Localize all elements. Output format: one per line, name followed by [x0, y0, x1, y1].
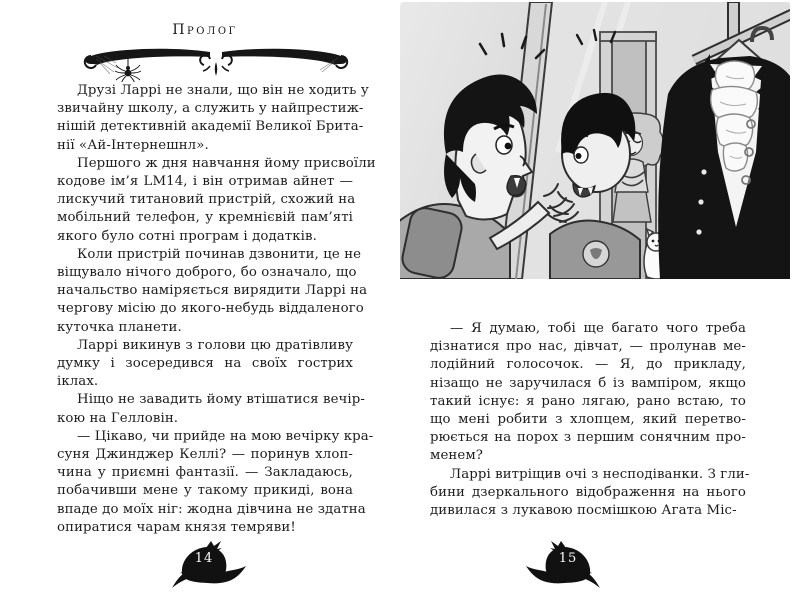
text-line: куточка планети.	[57, 319, 182, 335]
text-line: побачивши мене у такому прикиді, вона	[57, 483, 353, 499]
text-line: думку і зосередився на своїх гострих іклах.	[57, 356, 353, 390]
text-line: Ларрі викинув з голови цю дратівливу	[77, 337, 353, 353]
text-line: якого було сотні програм і додатків.	[57, 228, 317, 244]
text-line: такий існує: я рано лягаю, рано встаю, то	[430, 393, 746, 409]
text-line: дивилася з лукавою посмішкою Агата Міс-	[430, 503, 737, 519]
text-line: кою на Гелловін.	[57, 410, 179, 426]
text-line: нішій детективній академії Великої Брита-	[57, 119, 364, 135]
text-line: Ніщо не завадить йому втішатися вечір-	[77, 392, 365, 408]
text-line: мобільний телефон, у кремнієвій пам’яті	[57, 210, 353, 226]
page-number-hat-right	[526, 538, 602, 594]
page-number: 14	[194, 551, 214, 566]
text-line: звичайну школу, а служить у найпрестиж-	[57, 101, 364, 117]
text-line: опиратися чарам князя темряви!	[57, 519, 296, 535]
chapter-title: Пролог	[172, 22, 238, 38]
text-line: чина у приємні фантазії. — Закладаюсь,	[57, 465, 353, 481]
hat-icon	[526, 538, 602, 594]
text-line: лискучий титановий пристрій, схожий на	[57, 192, 356, 208]
right-page-text	[430, 320, 750, 520]
text-line: дізнатися про нас, дівчат, — пролунав ме-	[430, 339, 746, 355]
text-line: впаде до моїх ніг: жодна дівчина не здатна	[57, 501, 366, 517]
text-line: — Я думаю, тобі ще багато чого треба	[450, 321, 746, 336]
page-number: 15	[558, 551, 578, 566]
text-line: віщувало нічого доброго, бо означало, що	[57, 265, 357, 281]
text-line: що мені робити з хлопцем, який перетво-	[430, 412, 746, 428]
text-line: менем?	[430, 448, 484, 464]
text-line: бини дзеркального відображення на нього	[430, 484, 746, 500]
text-line: Друзі Ларрі не знали, що він не ходить у	[77, 83, 369, 98]
text-line: Ларрі витріщив очі з несподіванки. З гли-	[450, 466, 750, 482]
text-line: рюється на порох з першим сонячним про-	[430, 430, 746, 446]
illustration-vampire-mirror	[400, 2, 790, 278]
text-line: Першого ж дня навчання йому присвоїли	[77, 155, 376, 171]
text-line: чергову місію до якого-небудь віддаленого	[57, 301, 364, 317]
text-line: Коли пристрій починав дзвонити, це не	[77, 246, 362, 262]
text-line: начальство наміряється вирядити Ларрі на	[57, 283, 368, 299]
text-line: — Цікаво, чи прийде на мою вечірку кра-	[77, 428, 374, 444]
text-line: лодійний голосочок. — Я, до прикладу,	[430, 357, 746, 373]
text-line: нізащо не заручилася б із вампіром, якщо	[430, 375, 746, 391]
text-line: суня Джинджер Келлі? — поринув хлоп-	[57, 447, 353, 463]
text-line: нії «Ай-Інтернешнл».	[57, 137, 209, 153]
text-line: кодове ім’я LM14, і він отримав айнет —	[57, 174, 353, 190]
